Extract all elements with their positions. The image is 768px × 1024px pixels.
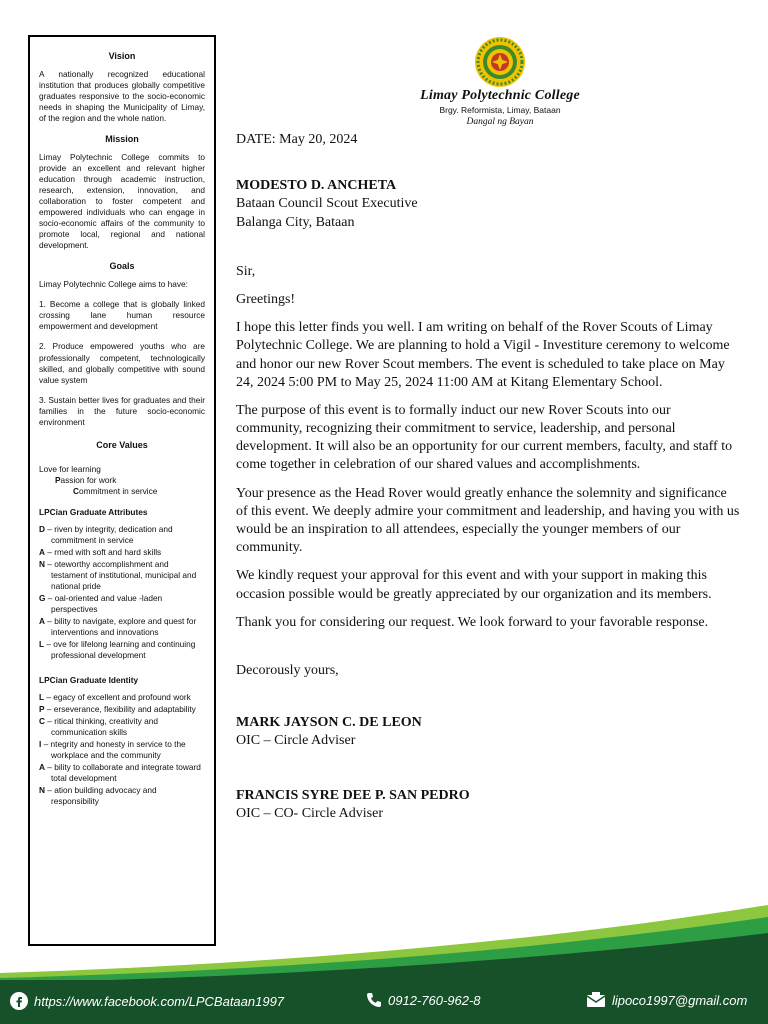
signatory2-title: OIC – CO- Circle Adviser xyxy=(236,805,383,821)
core-value-item: Commitment in service xyxy=(73,485,158,496)
body-paragraph: The purpose of this event is to formally induct our new Rover Scouts into our community, recognizing their commitment to service, leadership, and personal development. It will also be an opportunity for our current members, faculty, and staff to come together in celebration of our shared values and accomplishments. xyxy=(236,402,733,473)
body-paragraph: I hope this letter finds you well. I am writing on behalf of the Rover Scouts of Limay Polytechnic College. We are planning to hold a Vigil - Investiture ceremony to welcome and honor our new Rover Scout members. The event is scheduled to take place on May 24, 2024 5:00 PM to May 25, 2024 11:00 AM at Kitang Elementary School. xyxy=(236,320,730,390)
list-item: N – oteworthy accomplishment and testament of institutional, municipal and national pride xyxy=(39,558,197,591)
core-value-item: Love for learning xyxy=(39,463,101,474)
list-item: A – bility to collaborate and integrate toward total development xyxy=(39,762,201,784)
list-item: G – oal-oriented and value -laden perspectives xyxy=(39,592,163,614)
core-value-item: Passion for work xyxy=(55,474,117,485)
phone-number[interactable]: 0912-760-962-8 xyxy=(388,992,481,1008)
list-item: L – ove for lifelong learning and continuing professional development xyxy=(39,639,196,661)
goals-heading: Goals xyxy=(109,261,135,272)
college-name: Limay Polytechnic College xyxy=(420,88,580,103)
goals-intro: Limay Polytechnic College aims to have: xyxy=(39,279,188,290)
college-motto: Dangal ng Bayan xyxy=(466,117,534,127)
attributes-heading: LPCian Graduate Attributes xyxy=(39,506,148,517)
vision-text: A nationally recognized educational institution that produces globally competitive graduates responsive to the socio-economic needs in shaping the Municipality of Limay, of the region and the whole nation. xyxy=(39,68,205,124)
letter-date: DATE: May 20, 2024 xyxy=(236,132,358,147)
list-item: C – ritical thinking, creativity and communication skills xyxy=(39,716,158,738)
signatory1-name: MARK JAYSON C. DE LEON xyxy=(236,715,422,731)
signatory2-name: FRANCIS SYRE DEE P. SAN PEDRO xyxy=(236,787,470,803)
goal-item: 3. Sustain better lives for graduates and their families in the future socio-economic environment xyxy=(39,394,205,427)
identity-heading: LPCian Graduate Identity xyxy=(39,675,139,686)
body-paragraph: Your presence as the Head Rover would greatly enhance the solemnity and significance of this event. We deeply admire your commitment and leadership, and having you with us would be an inspiration to all attendees, especially the younger members of our community. xyxy=(236,485,740,556)
list-item: A – rmed with soft and hard skills xyxy=(39,546,162,557)
recipient-name: MODESTO D. ANCHETA xyxy=(236,178,397,194)
email-address[interactable]: lipoco1997@gmail.com xyxy=(612,992,748,1008)
core-values-heading: Core Values xyxy=(96,439,148,450)
identity-list xyxy=(39,692,205,807)
vision-mission-sidebar xyxy=(28,35,216,946)
goal-item: 2. Produce empowered youths who are professionally competent, technologically skilled, and globally competitive with sound value system xyxy=(39,341,205,385)
facebook-icon xyxy=(10,992,28,1010)
mission-text: Limay Polytechnic College commits to provide an excellent and relevant higher education through academic instruction, research, extension, innovation, and collaboration to foster competent and empowered individuals who can engage in socio-economic affairs of the community to promote local, regional and national development. xyxy=(39,152,205,251)
college-seal-icon xyxy=(474,36,526,88)
footer-phone[interactable] xyxy=(366,992,481,1008)
list-item: D – riven by integrity, dedication and commitment in service xyxy=(39,523,173,545)
footer-wave xyxy=(0,905,768,985)
recipient-title: Bataan Council Scout Executive xyxy=(236,196,418,212)
goal-item: 1. Become a college that is globally linked crossing lane human resource empowerment and development xyxy=(39,299,205,332)
recipient-address: Balanga City, Bataan xyxy=(236,214,355,230)
college-address: Brgy. Reformista, Limay, Bataan xyxy=(439,105,561,115)
phone-icon xyxy=(366,992,382,1008)
list-item: P – erseverance, flexibility and adaptability xyxy=(39,704,196,715)
body-paragraph: We kindly request your approval for this event and with your support in making this occasion possible would be greatly appreciated by our organization and its members. xyxy=(236,568,712,602)
email-icon xyxy=(586,992,606,1008)
facebook-link[interactable]: https://www.facebook.com/LPCBataan1997 xyxy=(34,993,285,1009)
list-item: L – egacy of excellent and profound work xyxy=(39,692,191,703)
letter-body xyxy=(236,131,740,823)
signatory1-title: OIC – Circle Adviser xyxy=(236,733,356,749)
footer-email[interactable] xyxy=(586,992,747,1008)
greeting: Greetings! xyxy=(236,291,296,307)
list-item: A – bility to navigate, explore and quest for interventions and innovations xyxy=(39,616,197,638)
closing: Decorously yours, xyxy=(236,662,339,678)
footer-facebook[interactable] xyxy=(10,992,284,1010)
vision-heading: Vision xyxy=(108,51,136,61)
salutation: Sir, xyxy=(236,263,256,279)
list-item: I – ntegrity and honesty in service to the workplace and the community xyxy=(39,739,186,761)
attributes-list xyxy=(39,524,205,661)
letterhead xyxy=(400,36,600,127)
mission-heading: Mission xyxy=(105,134,139,145)
list-item: N – ation building advocacy and responsibility xyxy=(39,785,157,807)
body-paragraph: Thank you for considering our request. We look forward to your favorable response. xyxy=(236,614,709,630)
